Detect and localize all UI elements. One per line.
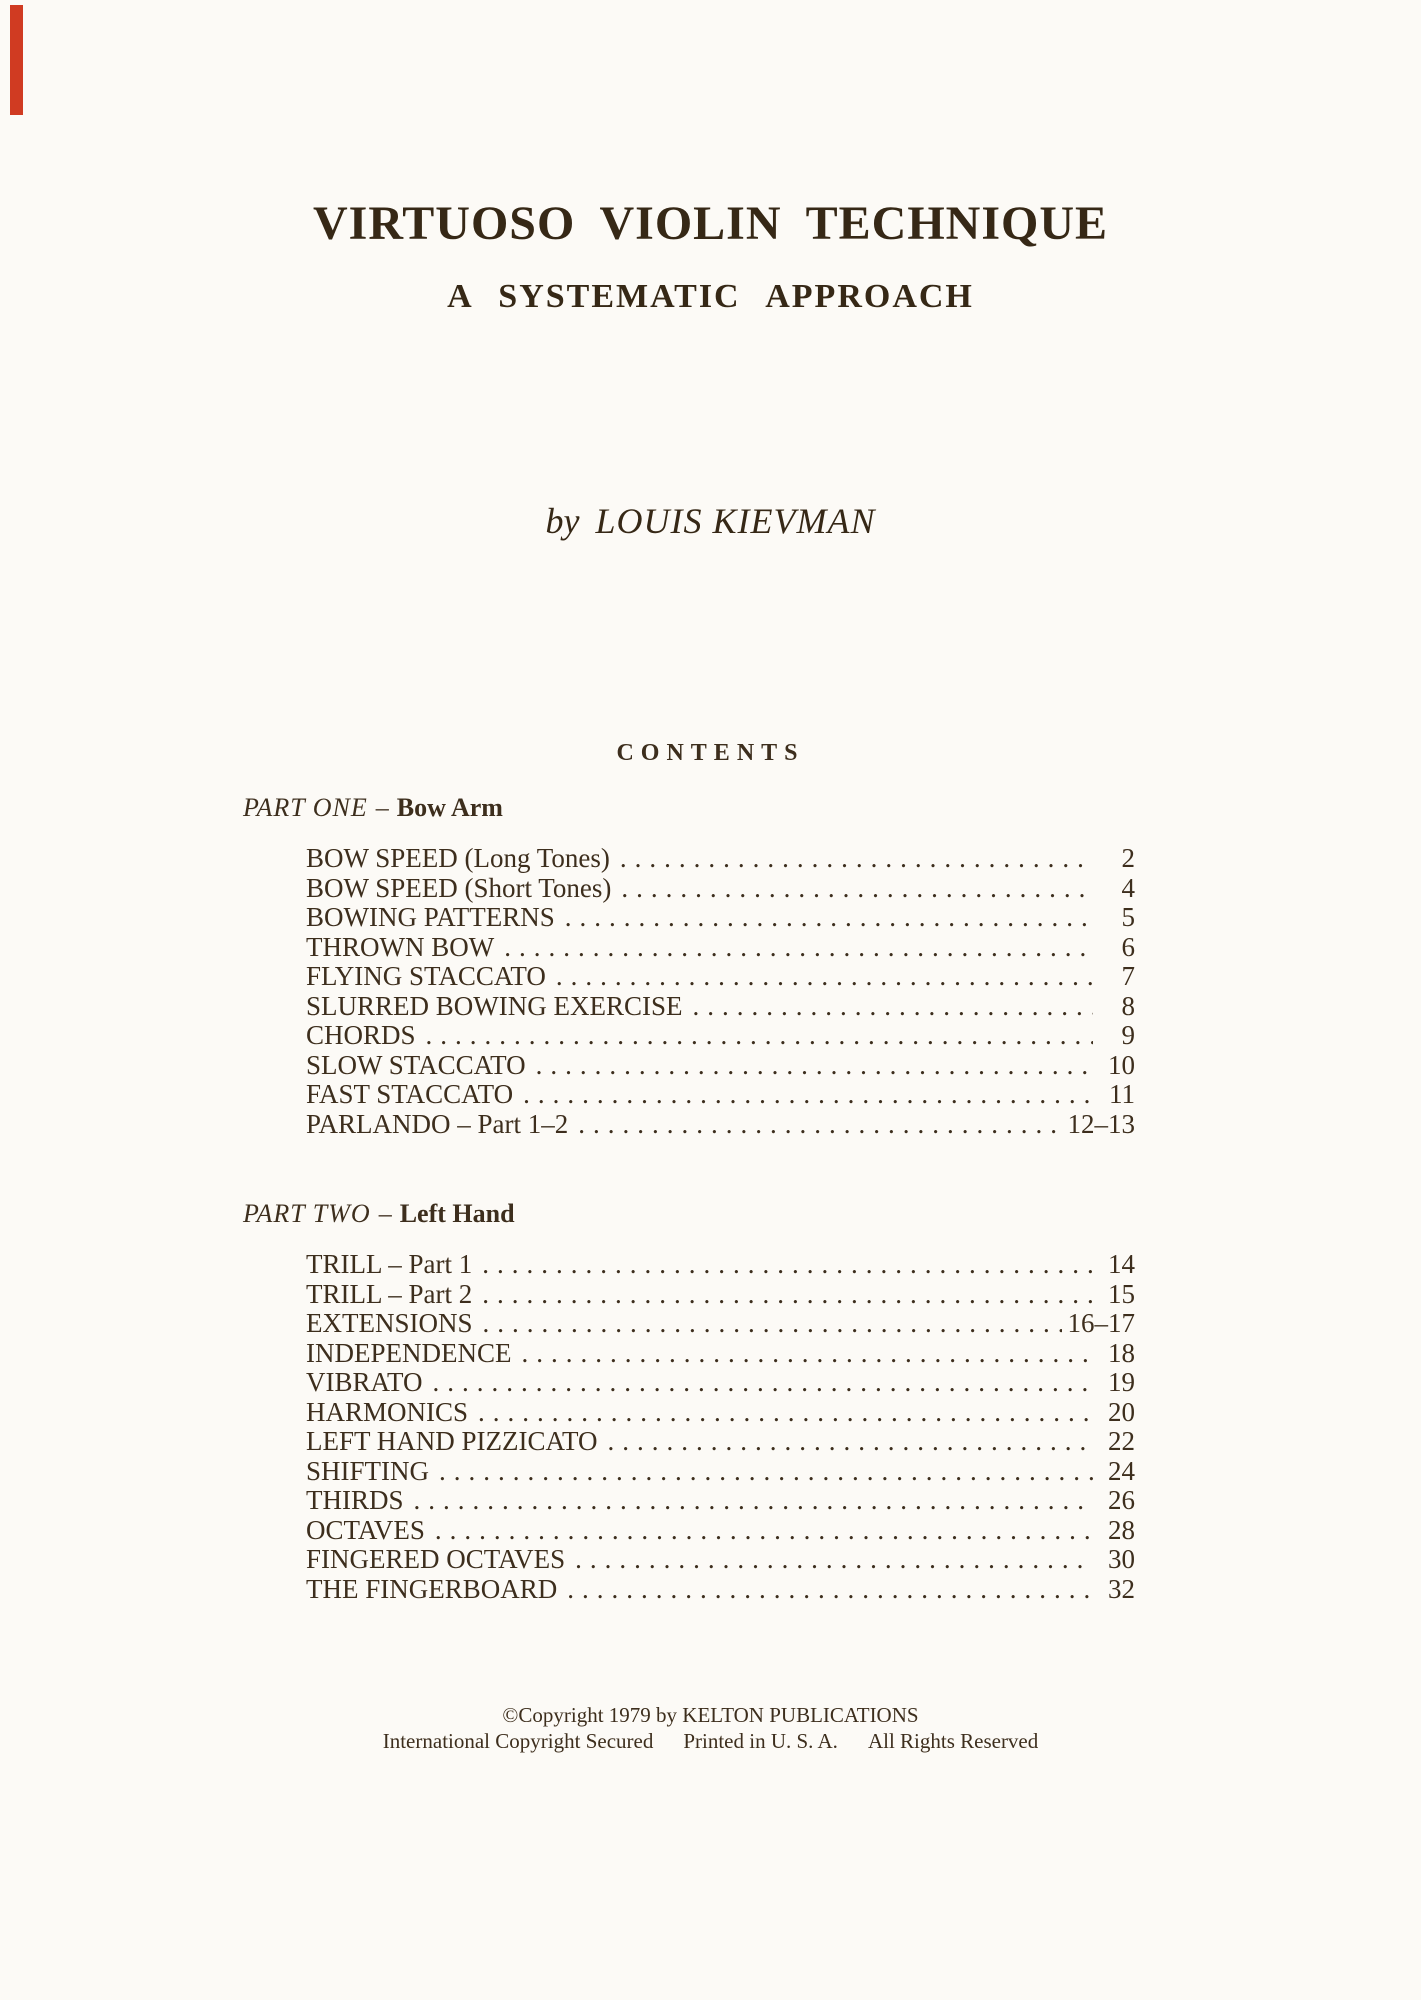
- toc-row: [306, 1051, 1135, 1081]
- part-one-heading: [243, 792, 1135, 824]
- toc-item-page: 10: [1108, 1049, 1135, 1080]
- toc-item-label: FINGERED OCTAVES: [306, 1544, 566, 1574]
- toc-item-page: 20: [1108, 1396, 1135, 1427]
- part-one-dash: –: [375, 793, 389, 822]
- toc-item-label: EXTENSIONS: [306, 1308, 473, 1338]
- part-two-section: [243, 1198, 1135, 1604]
- toc-item-label: SLURRED BOWING EXERCISE: [306, 990, 683, 1021]
- part-two-topic: Left Hand: [399, 1199, 515, 1228]
- dot-leader: [575, 1545, 1093, 1575]
- toc-row: [306, 1368, 1135, 1398]
- dot-leader: [435, 1516, 1093, 1546]
- toc-item-page: 5: [1121, 902, 1135, 932]
- dot-leader: [556, 962, 1093, 992]
- toc-item-page: 19: [1108, 1367, 1135, 1397]
- toc-item-label: THROWN BOW: [306, 931, 495, 962]
- toc-row: [306, 933, 1135, 963]
- dot-leader: [567, 1575, 1093, 1605]
- toc-item-page: 28: [1108, 1514, 1135, 1545]
- toc-row: [306, 1486, 1135, 1516]
- dot-leader: [426, 1021, 1093, 1051]
- toc-item-page: 26: [1108, 1485, 1135, 1515]
- toc-row: [306, 1080, 1135, 1110]
- dot-leader: [478, 1398, 1093, 1428]
- toc-item-label: THIRDS: [306, 1485, 404, 1515]
- toc-row: [306, 1457, 1135, 1487]
- toc-item-page: 15: [1108, 1278, 1135, 1309]
- toc-row: [306, 1339, 1135, 1369]
- toc-row: [306, 992, 1135, 1022]
- toc-row: [306, 1575, 1135, 1605]
- toc-item-label: SLOW STACCATO: [306, 1049, 526, 1080]
- toc-row: [306, 1427, 1135, 1457]
- toc-item-label: CHORDS: [306, 1020, 416, 1050]
- toc-row: [306, 1545, 1135, 1575]
- toc-item-label: BOW SPEED (Short Tones): [306, 872, 612, 903]
- toc-row: [306, 844, 1135, 874]
- toc-item-label: INDEPENDENCE: [306, 1337, 512, 1368]
- toc-item-label: BOWING PATTERNS: [306, 902, 555, 932]
- toc-item-label: FAST STACCATO: [306, 1079, 514, 1109]
- copyright-block: [0, 1702, 1421, 1754]
- rights-reserved: All Rights Reserved: [867, 1729, 1039, 1753]
- toc-item-page: 6: [1121, 931, 1135, 962]
- toc-item-page: 14: [1108, 1249, 1135, 1279]
- dot-leader: [483, 1309, 1062, 1339]
- book-title: VIRTUOSO VIOLIN TECHNIQUE: [312, 197, 1109, 250]
- dot-leader: [608, 1427, 1093, 1457]
- toc-item-label: TRILL – Part 1: [306, 1249, 473, 1279]
- toc-item-page: 11: [1109, 1079, 1135, 1109]
- dot-leader: [414, 1486, 1093, 1516]
- scan-edge-mark: [10, 5, 23, 115]
- dot-leader: [521, 1339, 1093, 1369]
- dot-leader: [693, 992, 1094, 1022]
- toc-row: [306, 1309, 1135, 1339]
- toc-item-page: 22: [1108, 1426, 1135, 1456]
- toc-item-label: SHIFTING: [306, 1455, 430, 1486]
- dot-leader: [620, 844, 1093, 874]
- toc-item-page: 8: [1121, 990, 1135, 1021]
- toc-item-page: 2: [1121, 843, 1135, 873]
- copyright-secured: International Copyright Secured: [382, 1729, 654, 1753]
- toc-row: [306, 1021, 1135, 1051]
- toc-row: [306, 1110, 1135, 1140]
- part-one-section: [243, 792, 1135, 1139]
- dot-leader: [439, 1457, 1093, 1487]
- toc-item-page: 16–17: [1067, 1308, 1135, 1338]
- book-subtitle: A SYSTEMATIC APPROACH: [447, 278, 974, 315]
- author-name: LOUIS KIEVMAN: [595, 501, 876, 541]
- toc-item-label: LEFT HAND PIZZICATO: [306, 1426, 598, 1456]
- toc-row: [306, 903, 1135, 933]
- dot-leader: [523, 1080, 1093, 1110]
- toc-row: [306, 874, 1135, 904]
- toc-item-label: HARMONICS: [306, 1396, 469, 1427]
- toc-item-label: OCTAVES: [306, 1514, 425, 1545]
- part-one-name: PART ONE: [243, 793, 368, 822]
- byline: [0, 500, 1421, 542]
- printed-in-usa: Printed in U. S. A.: [683, 1729, 838, 1753]
- toc-item-label: TRILL – Part 2: [306, 1278, 473, 1309]
- contents-heading: CONTENTS: [616, 740, 805, 766]
- byline-prefix: by: [545, 501, 580, 541]
- part-two-heading: [243, 1198, 1135, 1230]
- part-two-items: [306, 1250, 1135, 1604]
- part-two-name: PART TWO: [243, 1199, 371, 1228]
- toc-item-page: 9: [1121, 1020, 1135, 1050]
- copyright-line-2: [0, 1728, 1421, 1754]
- part-one-topic: Bow Arm: [396, 793, 503, 822]
- dot-leader: [578, 1110, 1061, 1140]
- toc-item-page: 12–13: [1067, 1108, 1135, 1139]
- part-two-dash: –: [378, 1199, 392, 1228]
- toc-row: [306, 1398, 1135, 1428]
- dot-leader: [482, 1280, 1093, 1310]
- dot-leader: [504, 933, 1093, 963]
- toc-item-label: FLYING STACCATO: [306, 961, 546, 991]
- dot-leader: [621, 874, 1093, 904]
- toc-item-page: 7: [1121, 961, 1135, 991]
- toc-item-label: THE FINGERBOARD: [306, 1573, 558, 1604]
- toc-item-label: PARLANDO – Part 1–2: [306, 1108, 569, 1139]
- dot-leader: [565, 903, 1093, 933]
- toc-item-label: BOW SPEED (Long Tones): [306, 843, 610, 873]
- toc-item-page: 30: [1108, 1544, 1135, 1574]
- dot-leader: [482, 1250, 1093, 1280]
- dot-leader: [433, 1368, 1093, 1398]
- toc-item-page: 24: [1108, 1455, 1135, 1486]
- toc-row: [306, 1516, 1135, 1546]
- toc-item-page: 32: [1108, 1573, 1135, 1604]
- toc-item-page: 4: [1121, 872, 1135, 903]
- toc-row: [306, 1280, 1135, 1310]
- copyright-line-1: ©Copyright 1979 by KELTON PUBLICATIONS: [502, 1703, 919, 1727]
- toc-item-page: 18: [1108, 1337, 1135, 1368]
- toc-row: [306, 962, 1135, 992]
- dot-leader: [536, 1051, 1093, 1081]
- toc-row: [306, 1250, 1135, 1280]
- part-one-items: [306, 844, 1135, 1139]
- toc-item-label: VIBRATO: [306, 1367, 423, 1397]
